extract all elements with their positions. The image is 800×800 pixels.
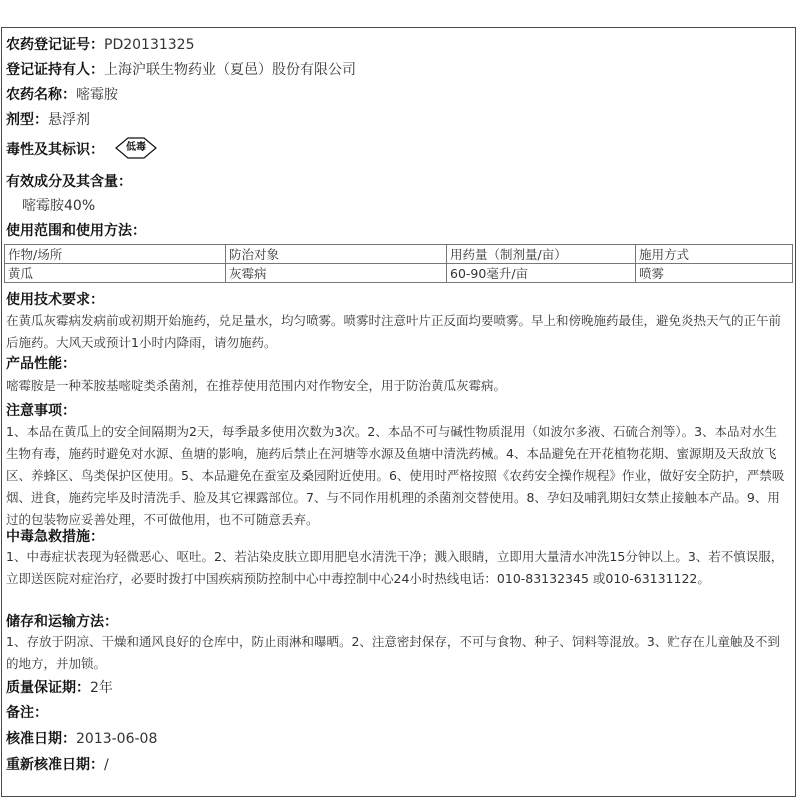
first-aid-text: 1、中毒症状表现为轻微恶心、呕吐。2、若沾染皮肤立即用肥皂水清洗干净；溅入眼睛，立即用大量清水冲洗15分钟以上。3、若不慎误服，立即送医院对症治疗，必要时拨打中国疾病预防控制中心中毒控制中心24小时热线电话：010-83132345 或010-63131122。 <box>6 549 784 586</box>
notes-title: 注意事项： <box>6 403 76 419</box>
header-target: 防治对象 <box>226 245 447 264</box>
pesticide-name-label: 农药名称： <box>6 87 76 103</box>
active-ingredient-value: 嘧霉胺40% <box>22 198 96 214</box>
notes-text: 1、本品在黄瓜上的安全间隔期为2天，每季最多使用次数为3次。2、本品不可与碱性物质混用（如波尔多液、石硫合剂等）。3、本品对水生生物有毒，施药时避免对水源、鱼塘的影响，施药后禁止在河塘等水源及鱼塘中清洗药械。4、本品避免在开花植物花期、蜜源期及天敌放飞区、养蜂区、鸟类保护区使用。5、本品避免在蚕室及桑园附近使用。6、使用时严格按照《农药安全操作规程》作业，做好安全防护，严禁吸烟、进食，施药完毕及时清洗手、脸及其它裸露部位。7、与不同作用机理的杀菌剂交替使用。8、孕妇及哺乳期妇女禁止接触本产品。9、用过的包装物应妥善处理，不可做他用，也不可随意丢弃。 <box>6 424 785 527</box>
toxicity-badge-text: 低毒 <box>126 142 146 153</box>
toxicity-row <box>6 138 791 162</box>
holder-row <box>6 61 791 79</box>
formulation-label: 剂型： <box>6 112 48 128</box>
toxicity-label: 毒性及其标识： <box>6 142 104 158</box>
shelf-life-row <box>6 679 791 697</box>
storage-title: 储存和运输方法： <box>6 614 118 630</box>
shelf-life-label: 质量保证期： <box>6 680 90 696</box>
formulation-row <box>6 111 791 129</box>
reapproval-date-value: / <box>104 757 109 773</box>
active-ingredient-title <box>6 173 791 191</box>
usage-title: 使用范围和使用方法： <box>6 223 146 239</box>
pesticide-registration-panel <box>1 27 796 797</box>
pesticide-name-row <box>6 86 791 104</box>
technique-text: 在黄瓜灰霉病发病前或初期开始施药，兑足量水，均匀喷雾。喷雾时注意叶片正反面均要喷雾。早上和傍晚施药最佳，避免炎热天气的正午前后施药。大风天或预计1小时内降雨，请勿施药。 <box>6 313 782 350</box>
holder-label: 登记证持有人： <box>6 62 104 78</box>
performance-text: 嘧霉胺是一种苯胺基嘧啶类杀菌剂，在推荐使用范围内对作物安全，用于防治黄瓜灰霉病。 <box>6 378 507 393</box>
table-row <box>5 264 793 283</box>
active-ingredient-label: 有效成分及其含量： <box>6 174 132 190</box>
remarks-label: 备注： <box>6 705 48 721</box>
cell-crop: 黄瓜 <box>5 264 226 283</box>
performance-title: 产品性能： <box>6 356 76 372</box>
reapproval-date-row <box>6 756 791 774</box>
header-method: 施用方式 <box>636 245 793 264</box>
reapproval-date-label: 重新核准日期： <box>6 757 104 773</box>
technique-title: 使用技术要求： <box>6 292 104 308</box>
header-dosage: 用药量（制剂量/亩） <box>447 245 636 264</box>
shelf-life-value: 2年 <box>90 680 113 696</box>
approval-date-label: 核准日期： <box>6 731 76 747</box>
storage-text: 1、存放于阴凉、干燥和通风良好的仓库中，防止雨淋和曝晒。2、注意密封保存，不可与食物、种子、饲料等混放。3、贮存在儿童触及不到的地方，并加锁。 <box>6 634 780 671</box>
registration-number-label: 农药登记证号： <box>6 37 104 53</box>
remarks-row <box>6 704 791 722</box>
header-crop: 作物/场所 <box>5 245 226 264</box>
cell-target: 灰霉病 <box>226 264 447 283</box>
first-aid-title: 中毒急救措施： <box>6 529 104 545</box>
cell-method: 喷雾 <box>636 264 793 283</box>
pesticide-name-value: 嘧霉胺 <box>76 87 118 103</box>
formulation-value: 悬浮剂 <box>48 112 90 128</box>
toxicity-badge <box>114 136 158 160</box>
approval-date-value: 2013-06-08 <box>76 731 158 747</box>
cell-dosage: 60-90毫升/亩 <box>447 264 636 283</box>
registration-number-value: PD20131325 <box>104 37 195 53</box>
registration-number-row <box>6 36 791 54</box>
holder-value: 上海沪联生物药业（夏邑）股份有限公司 <box>104 62 356 78</box>
approval-date-row <box>6 730 791 748</box>
usage-table-header <box>5 245 793 264</box>
usage-table <box>4 244 793 283</box>
